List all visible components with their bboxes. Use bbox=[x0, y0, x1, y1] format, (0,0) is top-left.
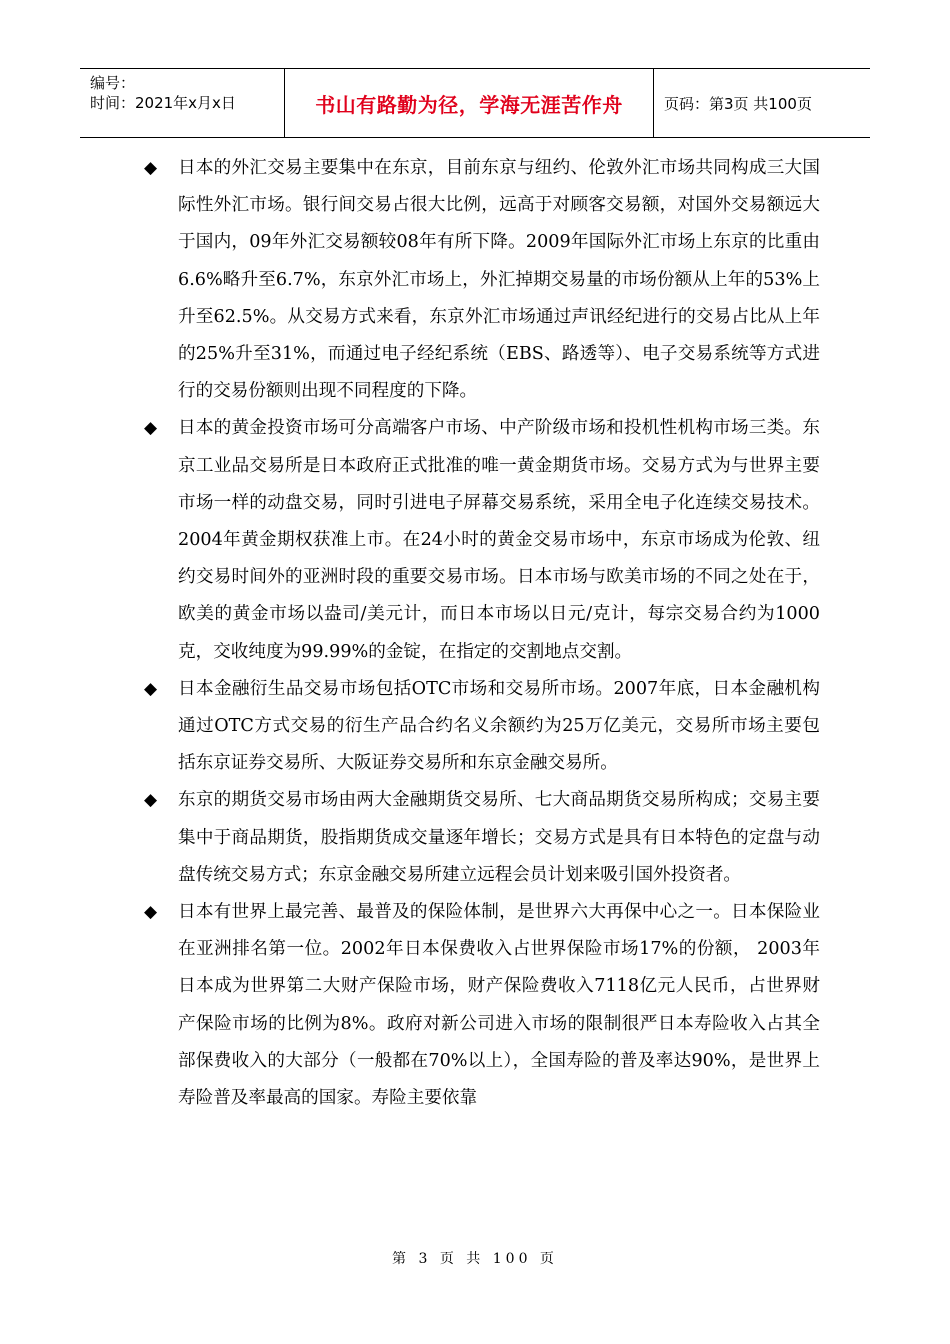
paragraph-text: 日本的外汇交易主要集中在东京，目前东京与纽约、伦敦外汇市场共同构成三大国际性外汇市场。银行间交易占很大比例，远高于对顾客交易额，对国外交易额远大于国内，09年外汇交易额较08年有所下降。2009年国际外汇市场上东京的比重由6.6%略升至6.7%，东京外汇市场上，外汇掉期交易量的市场份额从上年的53%上升至62.5%。从交易方式来看，东京外汇市场通过声讯经纪进行的交易占比从上年的25%升至31%，而通过电子经纪系统（EBS、路透等）、电子交易系统等方式进行的交易份额则出现不同程度的下降。 bbox=[178, 158, 820, 402]
diamond-bullet-icon: ◆ bbox=[144, 790, 158, 811]
paragraph-text: 日本有世界上最完善、最普及的保险体制，是世界六大再保中心之一。日本保险业在亚洲排名第一位。2002年日本保费收入占世界保险市场17%的份额， 2003年日本成为世界第二大财产保险市场，财产保险费收入7118亿元人民币，占世界财产保险市场的比例为8%。政府对新公司进入市场的限制很严日本寿险收入占其全部保费收入的大部分（一般都在70%以上），全国寿险的普及率达90%，是世界上寿险普及率最高的国家。寿险主要依靠 bbox=[178, 902, 820, 1109]
header-motto: 书山有路勤为径，学海无涯苦作舟 bbox=[315, 92, 623, 117]
document-time-label: 时间：2021年x月x日 bbox=[90, 94, 236, 112]
paragraph-text: 日本金融衍生品交易市场包括OTC市场和交易所市场。2007年底，日本金融机构通过OTC方式交易的衍生产品合约名义余额约为25万亿美元，交易所市场主要包括东京证券交易所、大阪证券交易所和东京金融交易所。 bbox=[178, 678, 820, 774]
bullet-paragraph bbox=[140, 671, 820, 783]
page-header bbox=[80, 68, 870, 138]
diamond-bullet-icon: ◆ bbox=[144, 902, 158, 923]
diamond-bullet-icon: ◆ bbox=[144, 418, 158, 439]
bullet-paragraph bbox=[140, 894, 820, 1117]
header-page-cell bbox=[654, 69, 870, 137]
document-body bbox=[140, 150, 820, 1117]
paragraph-text: 东京的期货交易市场由两大金融期货交易所、七大商品期货交易所构成；交易主要集中于商品期货，股指期货成交量逐年增长；交易方式是具有日本特色的定盘与动盘传统交易方式；东京金融交易所建立远程会员计划来吸引国外投资者。 bbox=[178, 790, 820, 885]
paragraph-text: 日本的黄金投资市场可分高端客户市场、中产阶级市场和投机性机构市场三类。东京工业品交易所是日本政府正式批准的唯一黄金期货市场。交易方式为与世界主要市场一样的动盘交易，同时引进电子屏幕交易系统，采用全电子化连续交易技术。2004年黄金期权获准上市。在24小时的黄金交易市场中，东京市场成为伦敦、纽约交易时间外的亚洲时段的重要交易市场。日本市场与欧美市场的不同之处在于，欧美的黄金市场以盎司/美元计，而日本市场以日元/克计，每宗交易合约为1000克，交收纯度为99.99%的金锭，在指定的交割地点交割。 bbox=[178, 418, 820, 662]
document-number-label: 编号： bbox=[90, 74, 136, 92]
bullet-paragraph bbox=[140, 150, 820, 410]
diamond-bullet-icon: ◆ bbox=[144, 158, 158, 178]
header-meta bbox=[80, 69, 284, 137]
header-motto-cell bbox=[284, 69, 654, 137]
page-footer: 第 3 页 共 100 页 bbox=[392, 1251, 558, 1267]
header-page-label: 页码：第3页 共100页 bbox=[664, 94, 812, 113]
diamond-bullet-icon: ◆ bbox=[144, 678, 158, 699]
bullet-paragraph bbox=[140, 410, 820, 670]
bullet-paragraph bbox=[140, 782, 820, 894]
